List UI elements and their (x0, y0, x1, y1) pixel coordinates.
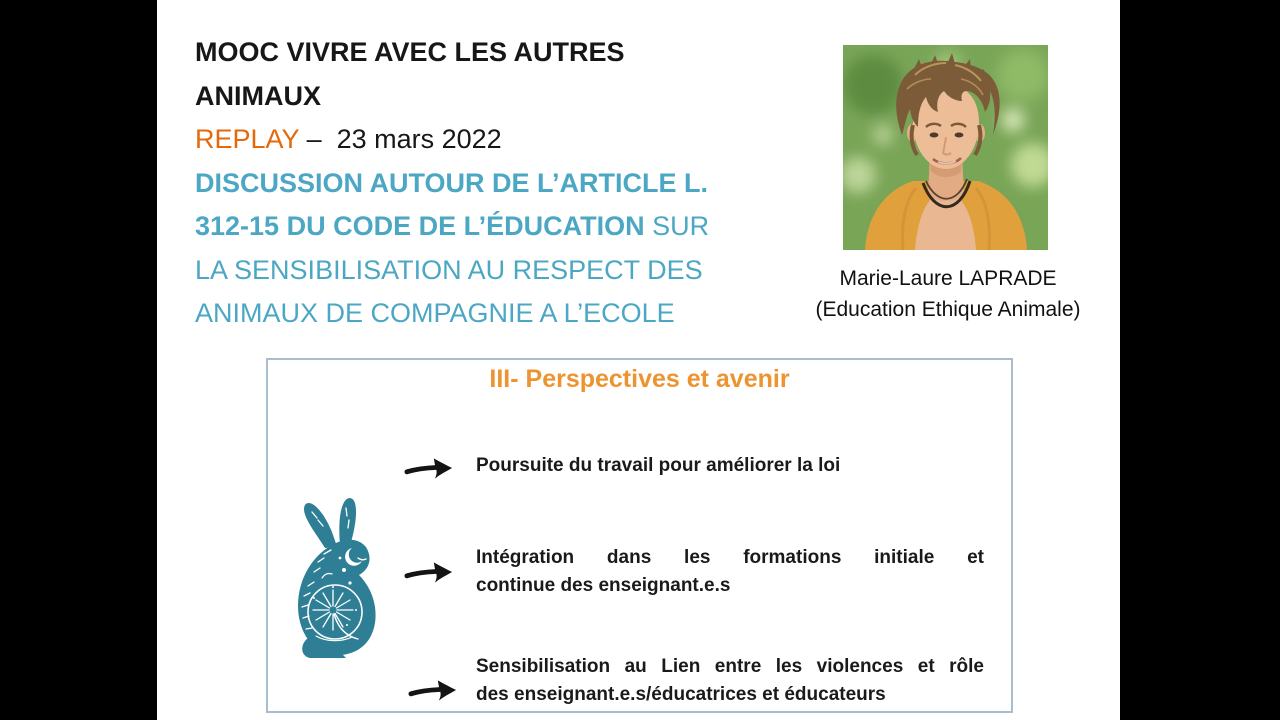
replay-date: – 23 mars 2022 (299, 124, 502, 154)
subtitle-line2 (195, 205, 709, 249)
speaker-caption (783, 263, 1113, 325)
presentation-slide (157, 0, 1120, 720)
bullet-3-line2: des enseignant.e.s/éducatrices et éducateurs (476, 684, 886, 705)
rabbit-icon (288, 490, 386, 662)
header-block (195, 31, 709, 336)
rabbit-illustration (288, 490, 386, 662)
bullet-2 (476, 544, 984, 600)
arrow-icon (404, 455, 454, 481)
mooc-title-line2: ANIMAUX (195, 80, 321, 111)
section-title: III- Perspectives et avenir (489, 365, 790, 393)
mooc-title-line1: MOOC VIVRE AVEC LES AUTRES (195, 37, 625, 67)
arrow-icon (404, 559, 454, 585)
bullet-3 (476, 653, 984, 709)
speaker-affiliation: (Education Ethique Animale) (815, 298, 1081, 321)
replay-label: REPLAY (195, 124, 300, 154)
speaker-name: Marie-Laure LAPRADE (839, 267, 1057, 290)
slide-content-box (266, 358, 1013, 713)
bullet-1 (476, 452, 984, 480)
subtitle-line4: ANIMAUX DE COMPAGNIE A L’ECOLE (195, 298, 675, 328)
bullet-2-line2: continue des enseignant.e.s (476, 575, 731, 596)
subtitle-line3: LA SENSIBILISATION AU RESPECT DES (195, 254, 703, 285)
subtitle-line1: DISCUSSION AUTOUR DE L’ARTICLE L. (195, 167, 709, 198)
bullet-1-line1: Poursuite du travail pour améliorer la loi (476, 455, 841, 476)
bullet-3-line1: Sensibilisation au Lien entre les violences et rôle (476, 656, 984, 677)
speaker-portrait-illustration (843, 45, 1048, 250)
subtitle-line2-bold: 312-15 DU CODE DE L’ÉDUCATION (195, 211, 645, 241)
portrait-photo (843, 45, 1048, 250)
replay-line (195, 118, 709, 162)
arrow-icon (408, 677, 458, 703)
subtitle-line2-regular: SUR (644, 211, 710, 241)
bullet-2-line1: Intégration dans les formations initiale et (476, 547, 984, 568)
